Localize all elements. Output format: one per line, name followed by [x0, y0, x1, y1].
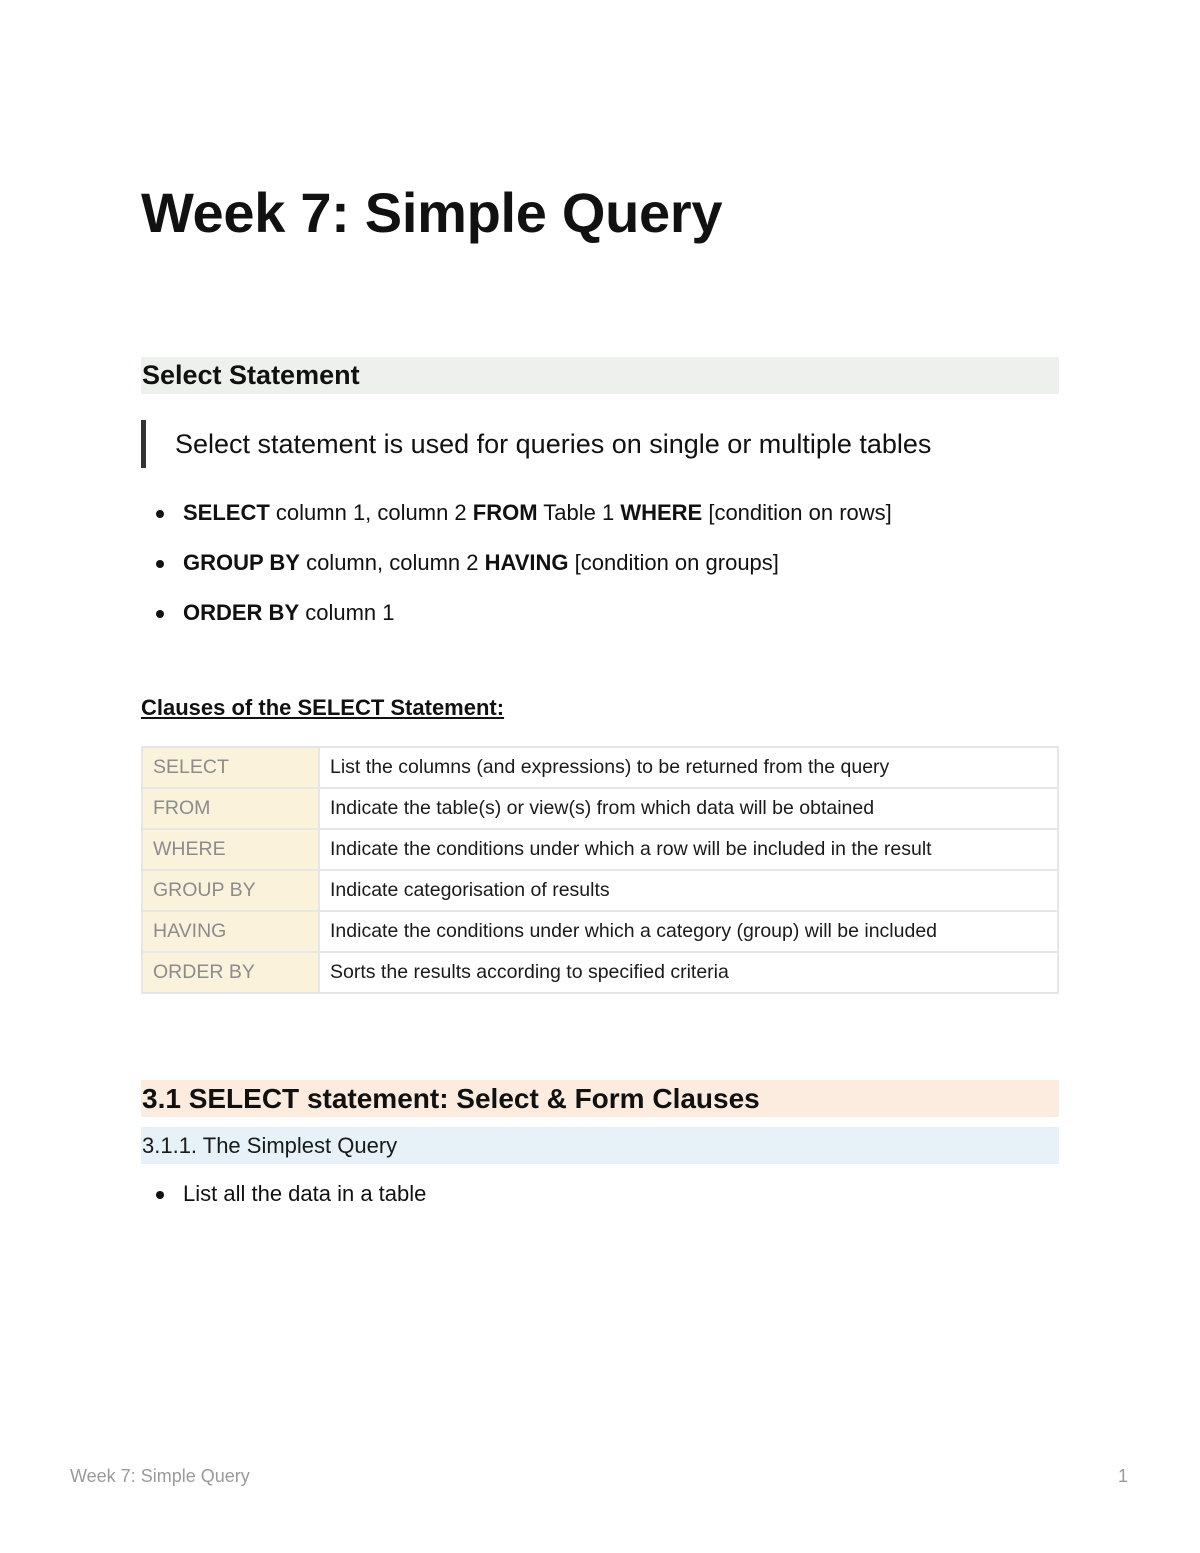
- subsection-heading-3-1-1: 3.1.1. The Simplest Query: [141, 1127, 1059, 1164]
- plain-text: Table 1: [537, 500, 621, 525]
- plain-text: column 1, column 2: [269, 500, 473, 525]
- list-item: [141, 598, 1059, 648]
- clause-keyword-cell: SELECT: [142, 747, 319, 788]
- keyword-text: SELECT: [183, 500, 270, 525]
- clause-description-cell: Indicate the table(s) or view(s) from which data will be obtained: [319, 788, 1058, 829]
- list-item: [141, 548, 1059, 598]
- footer-title: Week 7: Simple Query: [70, 1466, 250, 1486]
- keyword-text: HAVING: [484, 550, 569, 575]
- simplest-query-list: [141, 1179, 1059, 1229]
- plain-text: [condition on rows]: [702, 500, 892, 525]
- table-row: [142, 788, 1058, 829]
- table-row: [142, 952, 1058, 993]
- plain-text: column, column 2: [299, 550, 485, 575]
- clauses-heading: Clauses of the SELECT Statement:: [141, 695, 505, 720]
- footer-page-number: 1: [1117, 1466, 1128, 1486]
- section-heading-select-statement: Select Statement: [141, 357, 1059, 394]
- clause-keyword-cell: ORDER BY: [142, 952, 319, 993]
- plain-text: column 1: [299, 600, 395, 625]
- clause-keyword-cell: WHERE: [142, 829, 319, 870]
- table-row: [142, 829, 1058, 870]
- clause-keyword-cell: HAVING: [142, 911, 319, 952]
- clause-description-cell: Indicate the conditions under which a category (group) will be included: [319, 911, 1058, 952]
- plain-text: [condition on groups]: [568, 550, 779, 575]
- keyword-text: ORDER BY: [183, 600, 300, 625]
- keyword-text: FROM: [472, 500, 538, 525]
- page-title: Week 7: Simple Query: [141, 181, 723, 244]
- table-row: [142, 747, 1058, 788]
- clause-keyword-cell: FROM: [142, 788, 319, 829]
- callout-quote: Select statement is used for queries on single or multiple tables: [141, 420, 1059, 468]
- clause-description-cell: Sorts the results according to specified criteria: [319, 952, 1058, 993]
- section-heading-3-1: 3.1 SELECT statement: Select & Form Clauses: [141, 1080, 1059, 1117]
- clause-keyword-cell: GROUP BY: [142, 870, 319, 911]
- list-item: [141, 498, 1059, 548]
- keyword-text: WHERE: [620, 500, 703, 525]
- table-row: [142, 911, 1058, 952]
- clause-description-cell: List the columns (and expressions) to be returned from the query: [319, 747, 1058, 788]
- clause-description-cell: Indicate the conditions under which a row will be included in the result: [319, 829, 1058, 870]
- table-row: [142, 870, 1058, 911]
- list-item: List all the data in a table: [141, 1179, 1059, 1229]
- select-syntax-list: [141, 498, 1059, 648]
- keyword-text: GROUP BY: [183, 550, 300, 575]
- clause-description-cell: Indicate categorisation of results: [319, 870, 1058, 911]
- clauses-table: [141, 746, 1059, 994]
